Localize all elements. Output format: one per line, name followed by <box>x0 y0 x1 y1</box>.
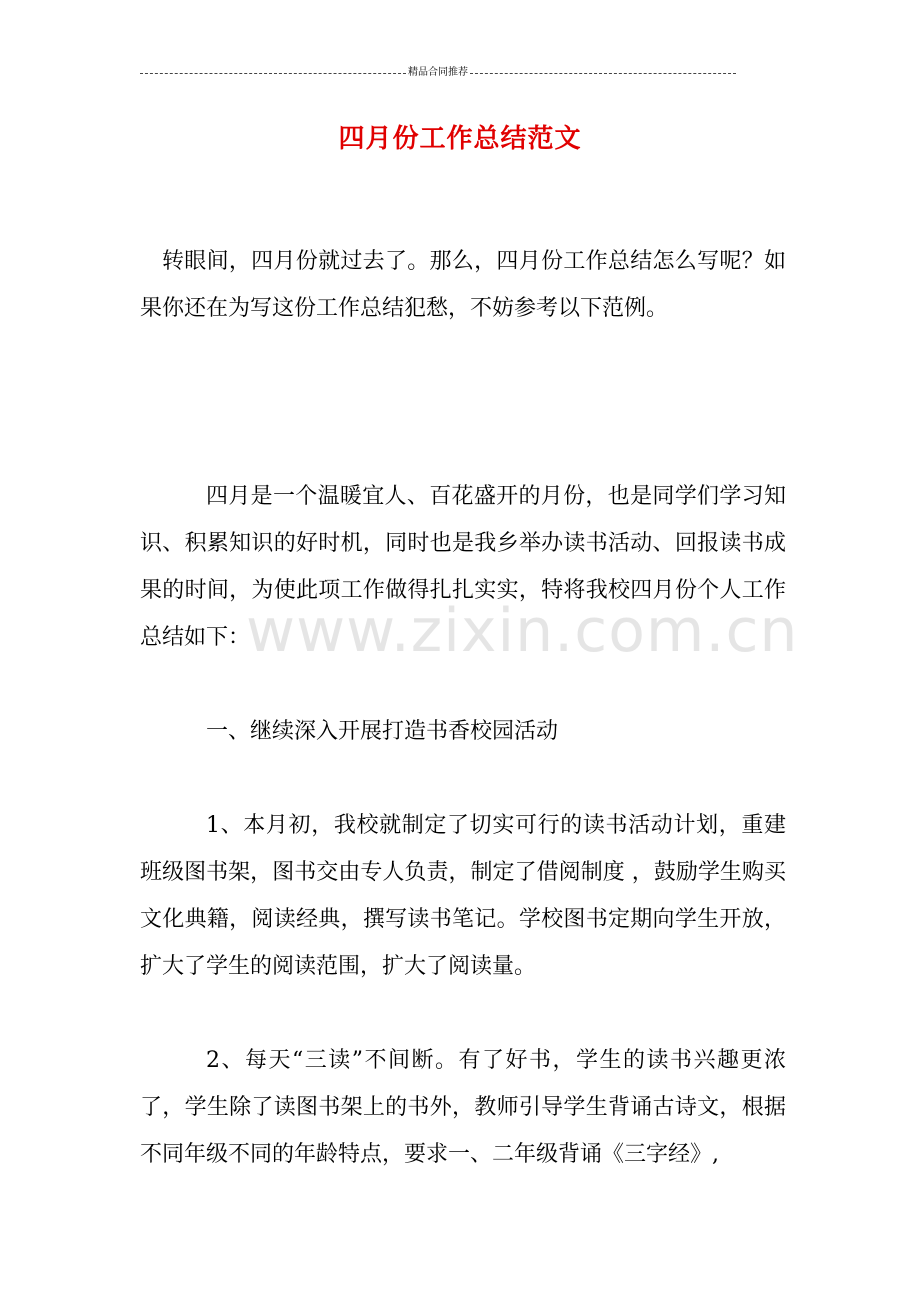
header-label: 精品合同推荐 <box>408 67 468 78</box>
header-rule <box>140 66 736 80</box>
body-paragraph: 2、每天“三读”不间断。有了好书，学生的读书兴趣更浓了，学生除了读图书架上的书外，教师引导学生背诵古诗文，根据不同年级不同的年龄特点，要求一、二年级背诵《三字经》, <box>140 1048 786 1167</box>
document-title: 四月份工作总结范文 <box>338 124 582 154</box>
document-body <box>140 238 786 1178</box>
blank-line <box>140 990 786 1037</box>
blank-line <box>140 661 786 708</box>
intro-paragraph: 转眼间，四月份就过去了。那么，四月份工作总结怎么写呢？如果你还在为写这份工作总结犯愁，不妨参考以下范例。 <box>140 249 786 321</box>
body-paragraph: 1、本月初，我校就制定了切实可行的读书活动计划，重建班级图书架，图书交由专人负责，制定了借阅制度 ，鼓励学生购买文化典籍，阅读经典，撰写读书笔记。学校图书定期向学生开放，扩大了学生的阅读范围，扩大了阅读量。 <box>140 813 786 979</box>
section-heading: 一、继续深入开展打造书香校园活动 <box>206 719 559 744</box>
header-dashed-line-right <box>470 73 736 74</box>
body-paragraph: 四月是一个温暖宜人、百花盛开的月份，也是同学们学习知识、积累知识的好时机，同时也是我乡举办读书活动、回报读书成果的时间，为使此项工作做得扎扎实实，特将我校四月份个人工作总结如下： <box>140 484 786 650</box>
blank-space <box>140 332 786 473</box>
blank-line <box>140 755 786 802</box>
watermark: www.zixin.com.cn <box>246 596 799 666</box>
header-dashed-line-left <box>140 73 406 74</box>
